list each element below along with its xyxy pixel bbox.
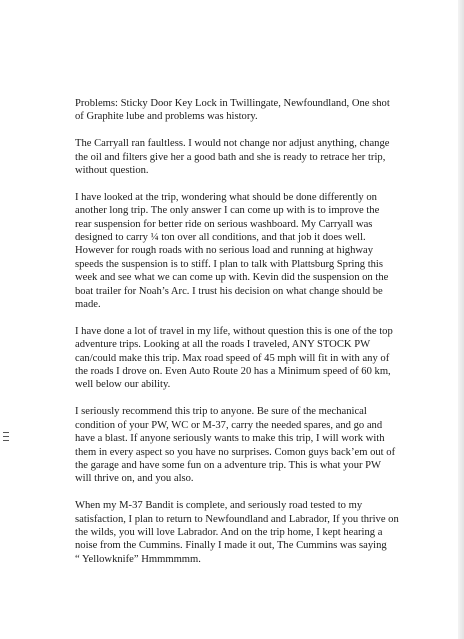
text-line: can/could make this trip. Max road speed of 45 mph will fit in with any of [75, 352, 390, 364]
paragraph-problems [75, 97, 457, 124]
paragraph-carryall [75, 137, 457, 177]
paragraph-suspension [75, 191, 457, 312]
text-line: satisfaction, I plan to return to Newfoundland and Labrador, If you thrive on [75, 513, 399, 525]
text-line: speeds the suspension is to stiff. I plan to talk with Plattsburg Spring this [75, 258, 383, 270]
text-line: boat trailer for Noah’s Arc. I trust his decision on what change should be [75, 285, 383, 297]
text-line: condition of your PW, WC or M-37, carry the needed spares, and go and [75, 419, 383, 431]
text-line: them in every aspect so you have no surprises. Comon guys back’em out of [75, 446, 396, 458]
text-line: I have done a lot of travel in my life, without question this is one of the top [75, 325, 393, 337]
paragraph-adventure [75, 325, 457, 392]
text-line: I have looked at the trip, wondering what should be done differently on [75, 191, 377, 203]
paragraph-recommend [75, 405, 457, 485]
text-line: I seriously recommend this trip to anyone. Be sure of the mechanical [75, 406, 367, 418]
scan-page-edge [458, 0, 464, 639]
scan-margin-mark [3, 432, 9, 450]
letter-body [75, 97, 457, 580]
text-line: the wilds, you will love Labrador. And on the trip home, I kept hearing a [75, 526, 383, 538]
text-line: the roads I drove on. Even Auto Route 20 has a Minimum speed of 60 km, [75, 366, 391, 378]
text-line: rear suspension for better ride on serious washboard. My Carryall was [75, 218, 373, 230]
text-line: adventure trips. Looking at all the roads I traveled, ANY STOCK PW [75, 339, 371, 351]
text-line: Problems: Sticky Door Key Lock in Twillingate, Newfoundland, One shot [75, 98, 390, 109]
text-line: the oil and filters give her a good bath and she is ready to retrace her trip, [75, 151, 386, 163]
text-line: of Graphite lube and problems was history. [75, 111, 258, 123]
text-line: made. [75, 299, 101, 311]
text-line: noise from the Cummins. Finally I made it out, The Cummins was saying [75, 540, 387, 552]
text-line: week and see what we can come up with. Kevin did the suspension on the [75, 272, 389, 284]
paragraph-bandit [75, 499, 457, 566]
text-line: well below our ability. [75, 379, 171, 391]
text-line: have a blast. If anyone seriously wants to make this trip, I will work with [75, 433, 385, 445]
text-line: the garage and have some fun on a adventure trip. This is what your PW [75, 459, 382, 471]
text-line: When my M-37 Bandit is complete, and seriously road tested to my [75, 500, 363, 512]
text-line: without question. [75, 165, 149, 177]
text-line: However for rough roads with no serious load and running at highway [75, 245, 374, 257]
text-line: will thrive on, and you also. [75, 473, 194, 485]
text-line: The Carryall ran faultless. I would not change nor adjust anything, change [75, 138, 390, 150]
text-line: “ Yellowknife” Hmmmmmm. [75, 553, 201, 565]
text-line: designed to carry ¼ ton over all conditions, and that job it does well. [75, 232, 366, 244]
text-line: another long trip. The only answer I can come up with is to improve the [75, 205, 380, 217]
